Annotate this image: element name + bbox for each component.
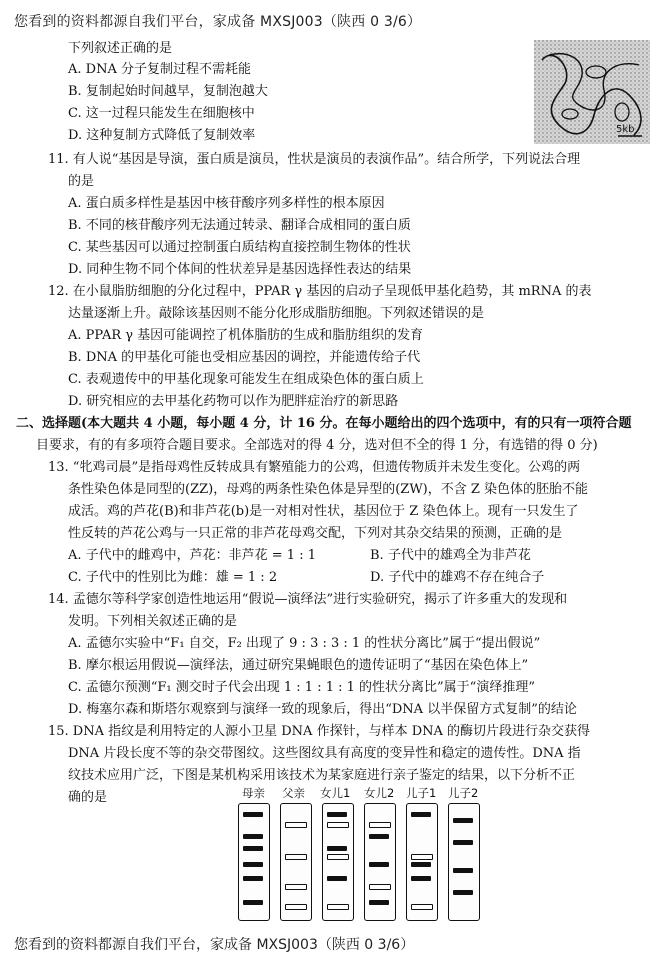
gel-band — [453, 890, 473, 895]
gel-band — [411, 904, 433, 910]
q13-stem-line-4: 性反转的芦花公鸡与一只正常的非芦花母鸡交配，下列对其杂交结果的预测，正确的是 — [68, 526, 563, 541]
q14-option-d: D. 梅塞尔森和斯塔尔观察到与演绎一致的现象后，得出“DNA 以半保留方式复制”的结论 — [68, 702, 577, 717]
gel-band — [285, 884, 307, 890]
gel-band — [411, 854, 433, 860]
gel-band — [369, 822, 391, 828]
gel-band — [369, 884, 391, 890]
lane-label-father: 父亲 — [282, 786, 305, 800]
q13-stem-line-1: 13. “牝鸡司晨”是指母鸡性反转成具有繁殖能力的公鸡，但遗传物质并未发生变化。公鸡的两 — [48, 460, 581, 475]
q11-option-b: B. 不同的核苷酸序列无法通过转录、翻译合成相同的蛋白质 — [68, 218, 411, 233]
q11-option-d: D. 同种生物不同个体间的性状差异是基因选择性表达的结果 — [68, 262, 412, 277]
gel-lane-daughter-2 — [364, 803, 396, 921]
q11-stem-line-1: 11. 有人说“基因是导演，蛋白质是演员，性状是演员的表演作品”。结合所学，下列说法合理 — [48, 152, 581, 167]
lane-label-mother: 母亲 — [242, 786, 265, 800]
q10-option-b: B. 复制起始时间越早，复制泡越大 — [68, 84, 268, 99]
gel-band — [327, 812, 347, 817]
q11-stem-line-2: 的是 — [68, 174, 95, 189]
q14-option-b: B. 摩尔根运用假说—演绎法，通过研究果蝇眼色的遗传证明了“基因在染色体上” — [68, 658, 529, 673]
watermark-top: 您看到的资料都源自我们平台，家成备 MXSJ003（陕西 0 3/6） — [14, 14, 422, 30]
micrograph-image — [534, 40, 650, 144]
watermark-bottom: 您看到的资料都源自我们平台，家成备 MXSJ003（陕西 0 3/6） — [14, 937, 415, 953]
q10-option-a: A. DNA 分子复制过程不需耗能 — [68, 62, 251, 77]
q14-stem-line-1: 14. 孟德尔等科学家创造性地运用“假说—演绎法”进行实验研究，揭示了许多重大的发现和 — [48, 592, 568, 607]
gel-band — [369, 900, 389, 905]
gel-band — [327, 854, 349, 860]
replication-bubble-micrograph — [534, 40, 650, 144]
gel-band — [243, 834, 263, 839]
gel-band — [285, 822, 307, 828]
gel-band — [285, 904, 307, 910]
gel-band — [453, 840, 473, 845]
q12-option-a: A. PPAR γ 基因可能调控了机体脂肪的生成和脂肪组织的发育 — [68, 328, 424, 343]
gel-lane-daughter-1 — [322, 803, 354, 921]
lane-label-daughter-1: 女儿1 — [320, 786, 351, 800]
q12-stem-line-1: 12. 在小鼠脂肪细胞的分化过程中，PPAR γ 基因的启动子呈现低甲基化趋势，其 mRNA 的表 — [48, 284, 592, 299]
section2-heading-line-2: 目要求，有的有多项符合题目要求。全部选对的得 4 分，选对但不全的得 1 分，有选错的得 0 分) — [36, 438, 598, 453]
q10-option-d: D. 这种复制方式降低了复制效率 — [68, 128, 256, 143]
gel-band — [327, 846, 347, 851]
dna-fingerprint-figure — [228, 783, 498, 923]
q12-option-d: D. 研究相应的去甲基化药物可以作为肥胖症治疗的新思路 — [68, 394, 399, 409]
gel-lane-mother — [238, 803, 270, 921]
gel-lane-father — [280, 803, 312, 921]
q15-stem-line-4: 确的是 — [68, 790, 108, 805]
q10-option-c: C. 这一过程只能发生在细胞核中 — [68, 106, 255, 121]
q13-stem-line-3: 成活。鸡的芦花(B)和非芦花(b)是一对相对性状，基因位于 Z 染色体上。现有一只发生了 — [68, 504, 579, 519]
q14-option-a: A. 孟德尔实验中“F₁ 自交，F₂ 出现了 9 : 3 : 3 : 1 的性状分离比”属于“提出假说” — [68, 636, 541, 651]
scale-bar-label: 5kb — [616, 124, 635, 135]
gel-band — [369, 862, 389, 867]
q14-stem-line-2: 发明。下列相关叙述正确的是 — [68, 614, 238, 629]
q13-option-c: C. 子代中的性别比为雌：雄 = 1 : 2 — [68, 570, 278, 585]
gel-band — [285, 854, 307, 860]
q13-option-a: A. 子代中的雌鸡中，芦花：非芦花 = 1 : 1 — [68, 548, 316, 563]
q11-option-c: C. 某些基因可以通过控制蛋白质结构直接控制生物体的性状 — [68, 240, 411, 255]
gel-band — [243, 846, 263, 851]
gel-band — [411, 812, 431, 817]
gel-band — [411, 876, 431, 881]
q15-stem-line-2: DNA 片段长度不等的杂交带图纹。这些图纹具有高度的变异性和稳定的遗传性。DNA 指 — [68, 746, 581, 761]
q13-option-d: D. 子代中的雄鸡不存在纯合子 — [370, 570, 545, 585]
gel-band — [243, 876, 263, 881]
q15-stem-line-1: 15. DNA 指纹是利用特定的人源小卫星 DNA 作探针，与样本 DNA 的酶切片段进行杂交获得 — [48, 724, 591, 739]
q14-option-c: C. 孟德尔预测“F₁ 测交时子代会出现 1 : 1 : 1 : 1 的性状分离比”属于“演绎推理” — [68, 680, 535, 695]
q10-stem-line-2: 下列叙述正确的是 — [68, 41, 173, 56]
gel-lane-son-1 — [406, 803, 438, 921]
q13-option-b: B. 子代中的雄鸡全为非芦花 — [370, 548, 531, 563]
gel-band — [327, 822, 349, 828]
q12-stem-line-2: 达量逐渐上升。敲除该基因则不能分化形成脂肪细胞。下列叙述错误的是 — [68, 306, 485, 321]
q13-stem-line-2: 条性染色体是同型的(ZZ)，母鸡的两条性染色体是异型的(ZW)，不含 Z 染色体的胚胎不能 — [68, 482, 589, 497]
gel-band — [369, 834, 389, 839]
q12-option-b: B. DNA 的甲基化可能也受相应基因的调控，并能遗传给子代 — [68, 350, 421, 365]
lane-label-son-2: 儿子2 — [448, 786, 479, 800]
q15-stem-line-3: 纹技术应用广泛，下图是某机构采用该技术为某家庭进行亲子鉴定的结果，以下分析不正 — [68, 768, 576, 783]
gel-band — [243, 900, 263, 905]
gel-band — [327, 904, 349, 910]
gel-band — [327, 876, 347, 881]
section2-heading-line-1: 二、选择题(本大题共 4 小题，每小题 4 分，计 16 分。在每小题给出的四个选项中，有的只有一项符合题 — [16, 416, 632, 431]
gel-lane-son-2 — [448, 803, 480, 921]
lane-label-daughter-2: 女儿2 — [364, 786, 395, 800]
gel-band — [411, 862, 431, 867]
gel-band — [243, 812, 263, 817]
lane-label-son-1: 儿子1 — [406, 786, 437, 800]
gel-band — [453, 818, 473, 823]
q11-option-a: A. 蛋白质多样性是基因中核苷酸序列多样性的根本原因 — [68, 196, 385, 211]
q12-option-c: C. 表观遗传中的甲基化现象可能发生在组成染色体的蛋白质上 — [68, 372, 424, 387]
gel-band — [243, 862, 263, 867]
gel-band — [453, 868, 473, 873]
